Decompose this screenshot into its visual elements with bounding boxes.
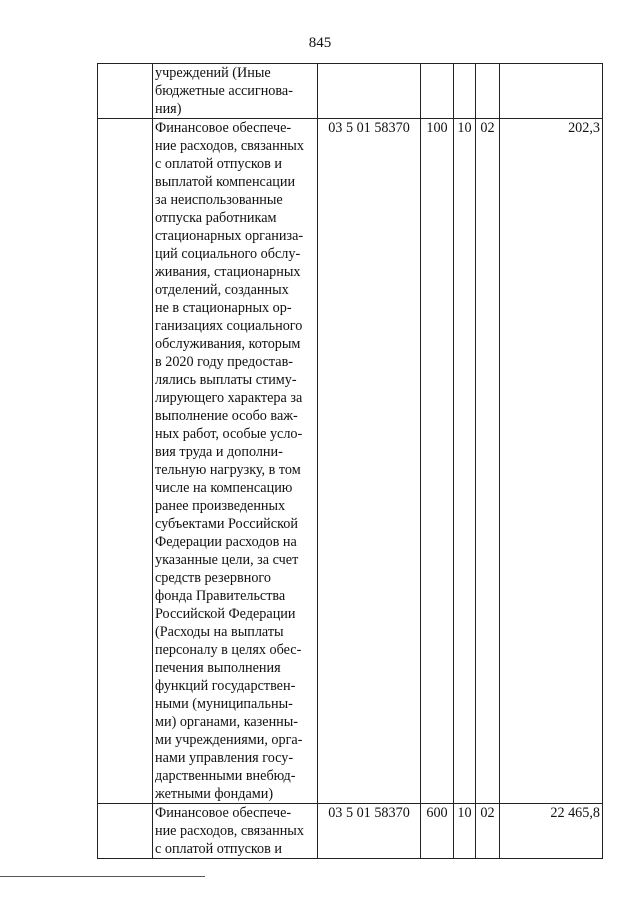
item-name-line: фонда Правительства — [155, 588, 286, 604]
item-name-line: ния) — [155, 101, 182, 117]
item-name-line: учреждений (Иные — [155, 65, 271, 81]
item-name-line: ми) органами, казенны- — [155, 714, 299, 730]
expense-type-cell — [421, 64, 454, 119]
expense-type-cell: 600 — [421, 804, 454, 859]
item-name-line: вия труда и дополни- — [155, 444, 283, 460]
item-name-line: в 2020 году предостав- — [155, 354, 294, 370]
table-row — [98, 119, 603, 804]
item-name-line: не в стационарных ор- — [155, 300, 292, 316]
budget-table — [97, 63, 603, 859]
item-name-line: стационарных организа- — [155, 228, 304, 244]
item-name-line: нами управления госу- — [155, 750, 294, 766]
amount-cell: 22 465,8 — [500, 804, 603, 859]
expense-type-cell: 100 — [421, 119, 454, 804]
item-name-line: функций государствен- — [155, 678, 296, 694]
item-name-cell — [153, 64, 318, 119]
section-cell: 10 — [454, 119, 476, 804]
row-number-cell — [98, 804, 153, 859]
target-code-cell: 03 5 01 58370 — [318, 119, 421, 804]
item-name-line: за неиспользованные — [155, 192, 283, 208]
item-name-line: жетными фондами) — [155, 786, 274, 802]
item-name-line: ганизациях социального — [155, 318, 303, 334]
item-name-cell — [153, 804, 318, 859]
item-name-line: числе на компенсацию — [155, 480, 293, 496]
item-name-line: ранее произведенных — [155, 498, 286, 514]
item-name-line: бюджетные ассигнова- — [155, 83, 293, 99]
target-code-cell — [318, 64, 421, 119]
section-cell — [454, 64, 476, 119]
item-name-line: Российской Федерации — [155, 606, 296, 622]
item-name-line: Финансовое обеспече- — [155, 120, 292, 136]
subsection-cell: 02 — [476, 804, 500, 859]
item-name-line: выплатой компенсации — [155, 174, 296, 190]
budget-table-body — [98, 64, 603, 859]
item-name-cell — [153, 119, 318, 804]
item-name-line: ных работ, особые усло- — [155, 426, 303, 442]
item-name-line: указанные цели, за счет — [155, 552, 299, 568]
item-name-line: ние расходов, связанных — [155, 138, 304, 154]
item-name-line: тельную нагрузку, в том — [155, 462, 301, 478]
table-row — [98, 804, 603, 859]
item-name-line: отделений, созданных — [155, 282, 289, 298]
item-name-line: лирующего характера за — [155, 390, 303, 406]
subsection-cell: 02 — [476, 119, 500, 804]
item-name-line: средств резервного — [155, 570, 271, 586]
subsection-cell — [476, 64, 500, 119]
item-name-line: дарственными внебюд- — [155, 768, 296, 784]
page-number: 845 — [308, 35, 332, 51]
item-name-line: (Расходы на выплаты — [155, 624, 284, 640]
item-name-line: отпуска работникам — [155, 210, 277, 226]
section-cell: 10 — [454, 804, 476, 859]
item-name-line: Федерации расходов на — [155, 534, 297, 550]
item-name-line: с оплатой отпусков и — [155, 156, 282, 172]
amount-cell: 202,3 — [500, 119, 603, 804]
item-name-line: обслуживания, которым — [155, 336, 301, 352]
item-name-line: персоналу в целях обес- — [155, 642, 302, 658]
item-name-line: ние расходов, связанных — [155, 823, 304, 839]
item-name-line: с оплатой отпусков и — [155, 841, 282, 857]
item-name-line: лялись выплаты стиму- — [155, 372, 297, 388]
footnote-separator — [0, 876, 205, 877]
item-name-line: Финансовое обеспече- — [155, 805, 292, 821]
item-name-line: ций социального обслу- — [155, 246, 301, 262]
item-name-line: живания, стационарных — [155, 264, 301, 280]
item-name-line: ными (муниципальны- — [155, 696, 293, 712]
row-number-cell — [98, 119, 153, 804]
amount-cell — [500, 64, 603, 119]
item-name-line: выполнение особо важ- — [155, 408, 298, 424]
target-code-cell: 03 5 01 58370 — [318, 804, 421, 859]
item-name-line: субъектами Российской — [155, 516, 298, 532]
table-row — [98, 64, 603, 119]
item-name-line: печения выполнения — [155, 660, 281, 676]
item-name-line: ми учреждениями, орга- — [155, 732, 303, 748]
row-number-cell — [98, 64, 153, 119]
